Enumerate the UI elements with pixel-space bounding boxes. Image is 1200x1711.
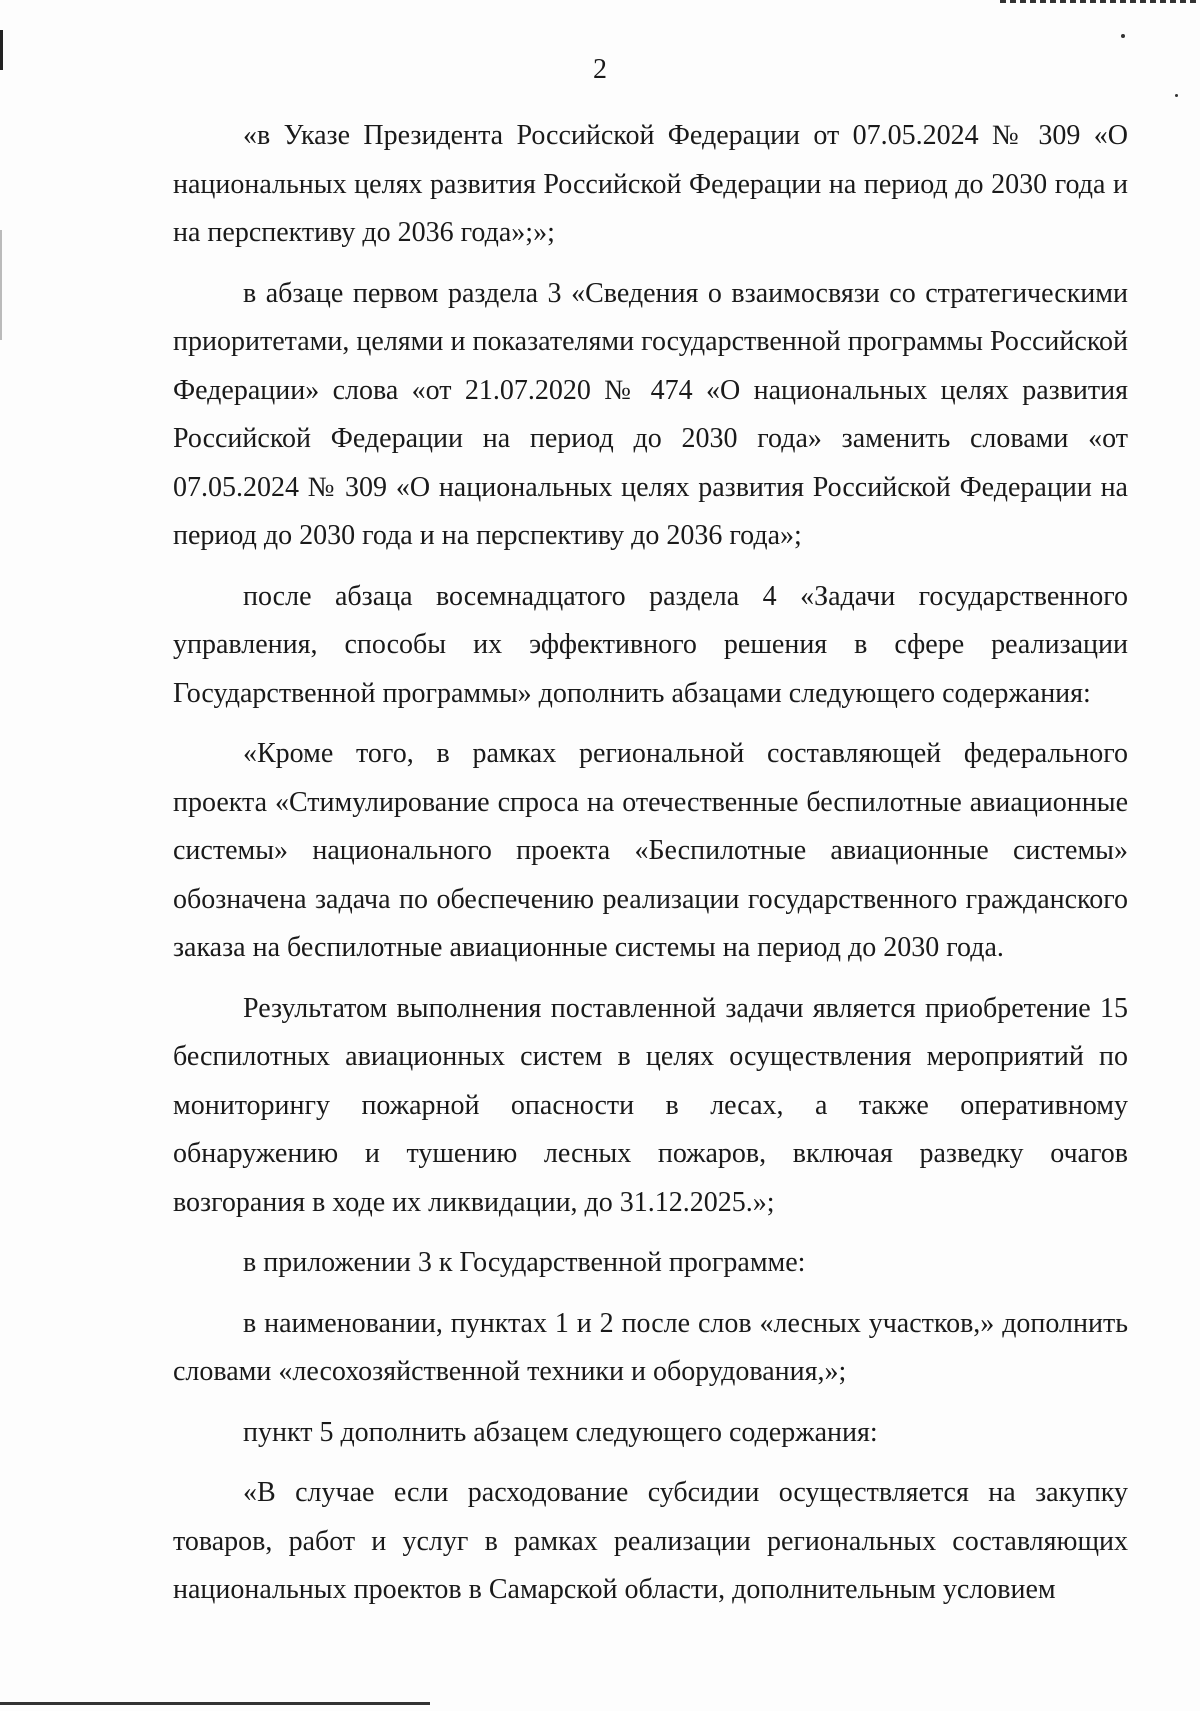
scan-speck bbox=[1175, 94, 1178, 97]
page-number: 2 bbox=[593, 54, 607, 85]
document-body bbox=[173, 112, 1128, 1627]
paragraph: в наименовании, пунктах 1 и 2 после слов «лесных участков,» дополнить словами «лесохозяйственной техники и оборудования,»; bbox=[173, 1307, 1128, 1387]
paragraph: Результатом выполнения поставленной задачи является приобретение 15 беспилотных авиационных систем в целях осуществления мероприятий по мониторингу пожарной опасности в лесах, а также оперативному обнаружению и тушению лесных пожаров, включая разведку очагов возгорания в ходе их ликвидации, до 31.12.2025.»; bbox=[173, 992, 1128, 1218]
scan-artifact-left-faint bbox=[0, 230, 2, 340]
paragraph: пункт 5 дополнить абзацем следующего содержания: bbox=[243, 1416, 878, 1448]
paragraph: в приложении 3 к Государственной программе: bbox=[243, 1247, 806, 1278]
paragraph: «Кроме того, в рамках региональной составляющей федерального проекта «Стимулирование спроса на отечественные беспилотные авиационные системы» национального проекта «Беспилотные авиационные системы» обозначена задача по обеспечению реализации государственного гражданского заказа на беспилотные авиационные системы на период до 2030 года. bbox=[173, 738, 1128, 963]
scan-artifact-bottom bbox=[0, 1702, 430, 1705]
paragraph: после абзаца восемнадцатого раздела 4 «Задачи государственного управления, способы их эффективного решения в сфере реализации Государственной программы» дополнить абзацами следующего содержания: bbox=[173, 580, 1128, 709]
scan-artifact-top bbox=[1000, 0, 1200, 3]
paragraph: «в Указе Президента Российской Федерации от 07.05.2024 № 309 «О национальных целях развития Российской Федерации на период до 2030 года и на перспективу до 2036 года»;»; bbox=[173, 120, 1128, 248]
paragraph: «В случае если расходование субсидии осуществляется на закупку товаров, работ и услуг в рамках реализации региональных составляющих национальных проектов в Самарской области, дополнительным условием bbox=[173, 1477, 1128, 1605]
scan-speck bbox=[1121, 34, 1125, 38]
paragraph: в абзаце первом раздела 3 «Сведения о взаимосвязи со стратегическими приоритетами, целями и показателями государственной программы Российской Федерации» слова «от 21.07.2020 № 474 «О национальных целях развития Российской Федерации на период до 2030 года» заменить словами «от 07.05.2024 № 309 «О национальных целях развития Российской Федерации на период до 2030 года и на перспективу до 2036 года»; bbox=[173, 277, 1128, 551]
